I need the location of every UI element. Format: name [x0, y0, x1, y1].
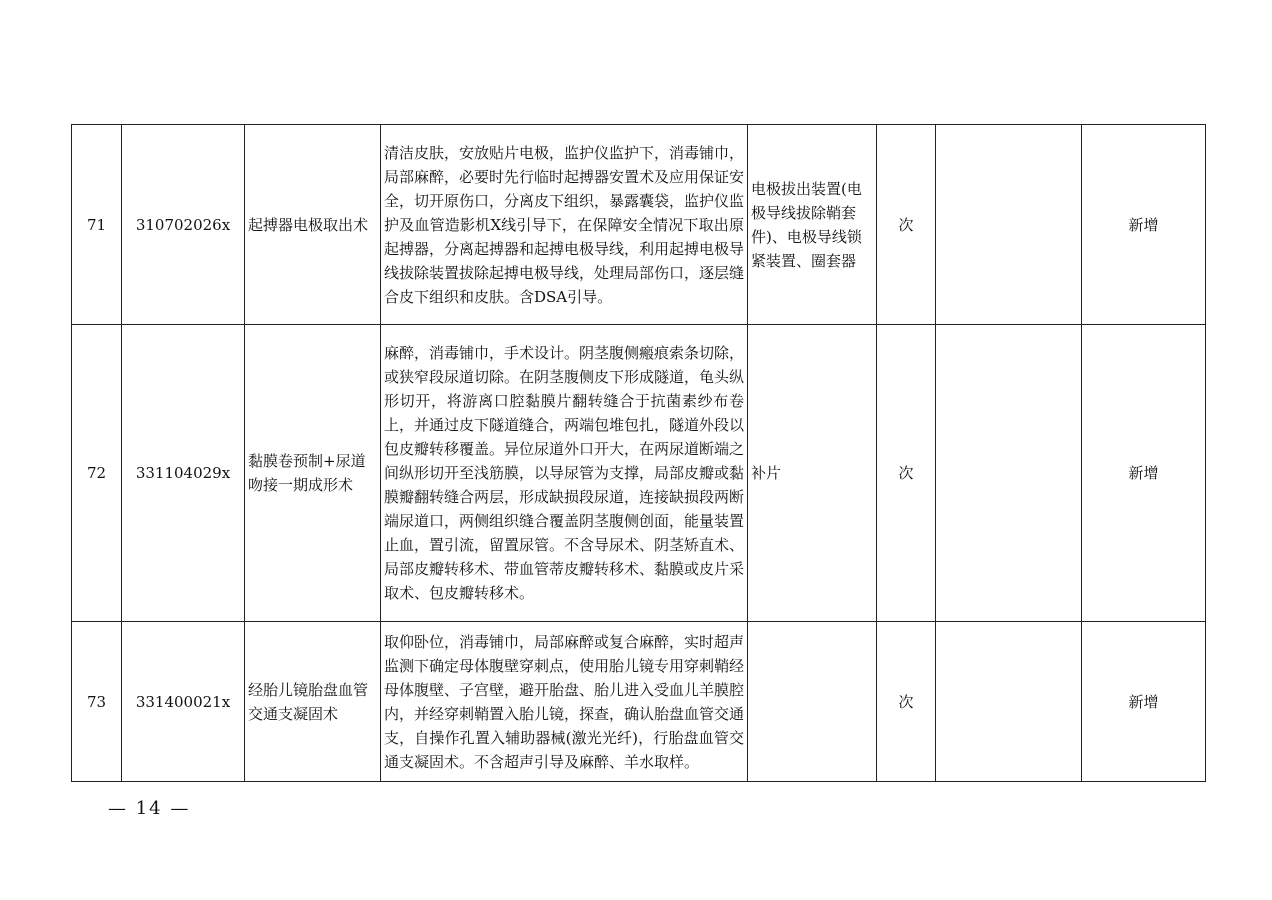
explanation — [936, 125, 1082, 325]
pricing-unit: 次 — [877, 622, 936, 782]
excluded-materials: 补片 — [748, 325, 877, 622]
row-number: 73 — [72, 622, 122, 782]
row-number: 71 — [72, 125, 122, 325]
item-name: 起搏器电极取出术 — [245, 125, 381, 325]
pricing-unit: 次 — [877, 125, 936, 325]
item-content: 清洁皮肤，安放贴片电极，监护仪监护下，消毒铺巾，局部麻醉，必要时先行临时起搏器安置术及应用保证安全，切开原伤口，分离皮下组织，暴露囊袋，监护仪监护及血管造影机X线引导下，在保障安全情况下取出原起搏器，分离起搏器和起搏电极导线，利用起搏电极导线拔除装置拔除起搏电极导线，处理局部伤口，逐层缝合皮下组织和皮肤。含DSA引导。 — [381, 125, 748, 325]
remark: 新增 — [1082, 325, 1206, 622]
page-number: — 14 — — [108, 798, 191, 819]
excluded-materials: 电极拔出装置(电极导线拔除鞘套件)、电极导线锁紧装置、圈套器 — [748, 125, 877, 325]
item-code: 331104029x — [122, 325, 245, 622]
excluded-materials — [748, 622, 877, 782]
item-content: 取仰卧位，消毒铺巾，局部麻醉或复合麻醉，实时超声监测下确定母体腹壁穿刺点，使用胎儿镜专用穿刺鞘经母体腹壁、子宫壁，避开胎盘、胎儿进入受血儿羊膜腔内，并经穿刺鞘置入胎儿镜，探查，确认胎盘血管交通支，自操作孔置入辅助器械(激光光纤)，行胎盘血管交通支凝固术。不含超声引导及麻醉、羊水取样。 — [381, 622, 748, 782]
explanation — [936, 325, 1082, 622]
table-row — [72, 325, 1206, 622]
table-row — [72, 125, 1206, 325]
item-content: 麻醉，消毒铺巾，手术设计。阴茎腹侧瘢痕索条切除，或狭窄段尿道切除。在阴茎腹侧皮下形成隧道，龟头纵形切开，将游离口腔黏膜片翻转缝合于抗菌素纱布卷上，并通过皮下隧道缝合，两端包堆包扎，隧道外段以包皮瓣转移覆盖。异位尿道外口开大，在两尿道断端之间纵形切开至浅筋膜，以导尿管为支撑，局部皮瓣或黏膜瓣翻转缝合两层，形成缺损段尿道，连接缺损段两断端尿道口，两侧组织缝合覆盖阴茎腹侧创面，能量装置止血，置引流，留置尿管。不含导尿术、阴茎矫直术、局部皮瓣转移术、带血管蒂皮瓣转移术、黏膜或皮片采取术、包皮瓣转移术。 — [381, 325, 748, 622]
price-item-table — [71, 124, 1206, 782]
item-code: 310702026x — [122, 125, 245, 325]
item-name: 经胎儿镜胎盘血管交通支凝固术 — [245, 622, 381, 782]
remark: 新增 — [1082, 622, 1206, 782]
item-name: 黏膜卷预制+尿道吻接一期成形术 — [245, 325, 381, 622]
item-code: 331400021x — [122, 622, 245, 782]
explanation — [936, 622, 1082, 782]
pricing-unit: 次 — [877, 325, 936, 622]
row-number: 72 — [72, 325, 122, 622]
table-row — [72, 622, 1206, 782]
remark: 新增 — [1082, 125, 1206, 325]
